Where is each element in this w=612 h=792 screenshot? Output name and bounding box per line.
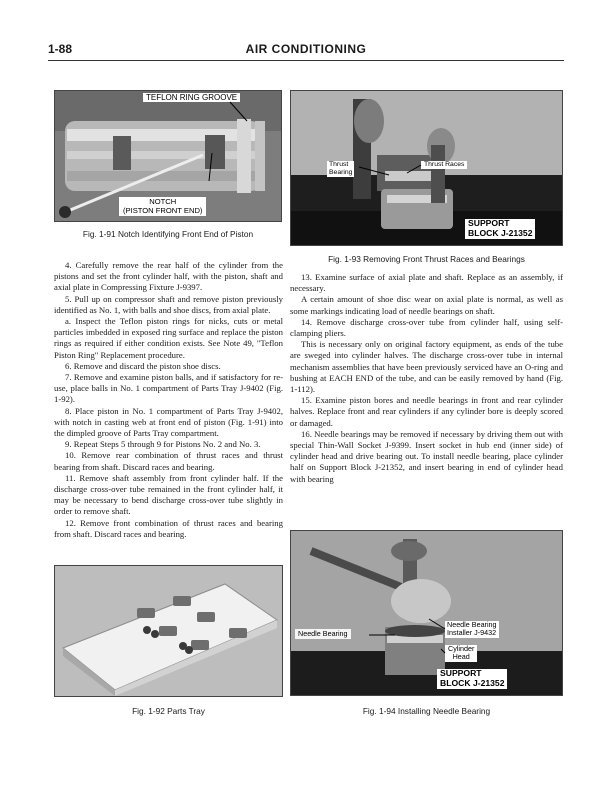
page-number: 1-88 bbox=[48, 42, 73, 56]
installer-label-line2: Installer J-9432 bbox=[447, 628, 497, 638]
step-15: 15. Examine piston bores and needle bearings in front and rear cylinder halves. Replace front and rear cylinders if any cylinder bore is deeply scored or damaged. bbox=[290, 395, 563, 428]
right-column-text bbox=[290, 272, 563, 485]
step-10: 10. Remove rear combination of thrust races and thrust bearing from shaft. Discard races and bearing. bbox=[54, 450, 283, 472]
support-block-label-fig93 bbox=[465, 219, 535, 239]
support-block-line1-fig94: SUPPORT bbox=[440, 668, 482, 678]
step-12: 12. Remove front combination of thrust races and bearing from shaft. Discard races and bearing. bbox=[54, 517, 283, 539]
step-11: 11. Remove shaft assembly from front cylinder half. If the discharge cross-over tube remained in the front cylinder half, it may be necessary to bend discharge cross-over tube slightly in order to remove shaft. bbox=[54, 472, 283, 517]
notch-label bbox=[119, 197, 206, 216]
note-shoe-disc-wear: A certain amount of shoe disc wear on axial plate is normal, as well as some markings indicating load of needle bearings on shaft. bbox=[290, 294, 563, 316]
caption-fig-1-94: Fig. 1-94 Installing Needle Bearing bbox=[362, 706, 491, 716]
figure-piston-notch bbox=[54, 90, 282, 222]
left-column-text bbox=[54, 260, 283, 540]
installer-label-line1: Needle Bearing bbox=[447, 620, 497, 629]
notch-label-line2: (PISTON FRONT END) bbox=[123, 205, 203, 215]
caption-fig-1-91: Fig. 1-91 Notch Identifying Front End of Piston bbox=[82, 229, 254, 239]
thrust-bearing-line1: Thrust bbox=[329, 161, 349, 168]
figure-thrust-races bbox=[290, 90, 563, 246]
support-block-label-fig94 bbox=[437, 669, 507, 689]
cylinder-head-line2: Head bbox=[452, 652, 470, 662]
running-head: AIR CONDITIONING bbox=[245, 42, 367, 56]
figure-parts-tray bbox=[54, 565, 283, 697]
teflon-groove-label: TEFLON RING GROOVE bbox=[143, 93, 240, 102]
needle-bearing-label: Needle Bearing bbox=[295, 629, 351, 639]
step-5a: a. Inspect the Teflon piston rings for nicks, cuts or metal particles imbedded in exposed ring surface and replace the piston rings as required if either condition exists. See Note 49, "Teflon Piston Ring" Replacement procedure. bbox=[54, 316, 283, 360]
thrust-races-label: Thrust Races bbox=[421, 161, 467, 169]
step-13: 13. Examine surface of axial plate and shaft. Replace as an assembly, if necessary. bbox=[290, 272, 563, 294]
step-7: 7. Remove and examine piston balls, and if satisfactory for re-use, place balls in No. 1 compartment of Parts Tray J-9402 (Fig. 1-92). bbox=[54, 372, 283, 405]
step-6: 6. Remove and discard the piston shoe discs. bbox=[65, 360, 221, 371]
step-4: 4. Carefully remove the rear half of the cylinder from the pistons and set the front cylinder half, with the piston, shaft and axial plate in Compressing Fixture J-9397. bbox=[54, 260, 283, 293]
caption-fig-1-92: Fig. 1-92 Parts Tray bbox=[132, 706, 205, 716]
caption-fig-1-93: Fig. 1-93 Removing Front Thrust Races and Bearings bbox=[328, 254, 525, 264]
note-crossover-tube: This is necessary only on original factory equipment, as ends of the tube are sweged into cylinder halves. The discharge cross-over tube in internal mechanism assemblies that have been previously serviced have an O-ring and bushing at EACH END of the tube, and can be easily removed by hand (Fig. 1-112). bbox=[290, 339, 563, 395]
needle-leader-lines bbox=[291, 531, 563, 696]
support-block-line1-fig93: SUPPORT bbox=[468, 218, 510, 228]
thrust-bearing-line2: Bearing bbox=[329, 168, 353, 176]
figure-needle-bearing bbox=[290, 530, 563, 696]
step-5: 5. Pull up on compressor shaft and remove piston previously identified as No. 1, with balls and shoe discs, from axial plate. bbox=[54, 293, 283, 315]
cylinder-head-line1: Cylinder bbox=[448, 644, 475, 653]
step-8: 8. Place piston in No. 1 compartment of Parts Tray J-9402, with notch in casting web at front end of piston (Fig. 1-91) into the dimpled groove of Parts Tray compartment. bbox=[54, 405, 283, 439]
notch-label-line1: NOTCH bbox=[149, 197, 177, 206]
header-rule bbox=[48, 60, 564, 61]
step-16: 16. Needle bearings may be removed if necessary by driving them out with special Thin-Wall Socket J-9399. Insert socket in hub end (inner side) of cylinder head and drive bearing out. To install needle bearing, place cylinder half on Support Block J-21352, and insert bearing in end of cylinder head with bearing bbox=[290, 428, 563, 484]
step-9: 9. Repeat Steps 5 through 9 for Pistons No. 2 and No. 3. bbox=[65, 439, 261, 450]
step-14: 14. Remove discharge cross-over tube from cylinder half, using self-clamping pliers. bbox=[290, 316, 563, 339]
support-block-line2-fig94: BLOCK J-21352 bbox=[440, 677, 505, 688]
parts-tray-photo bbox=[55, 566, 283, 697]
support-block-line2-fig93: BLOCK J-21352 bbox=[468, 227, 533, 238]
